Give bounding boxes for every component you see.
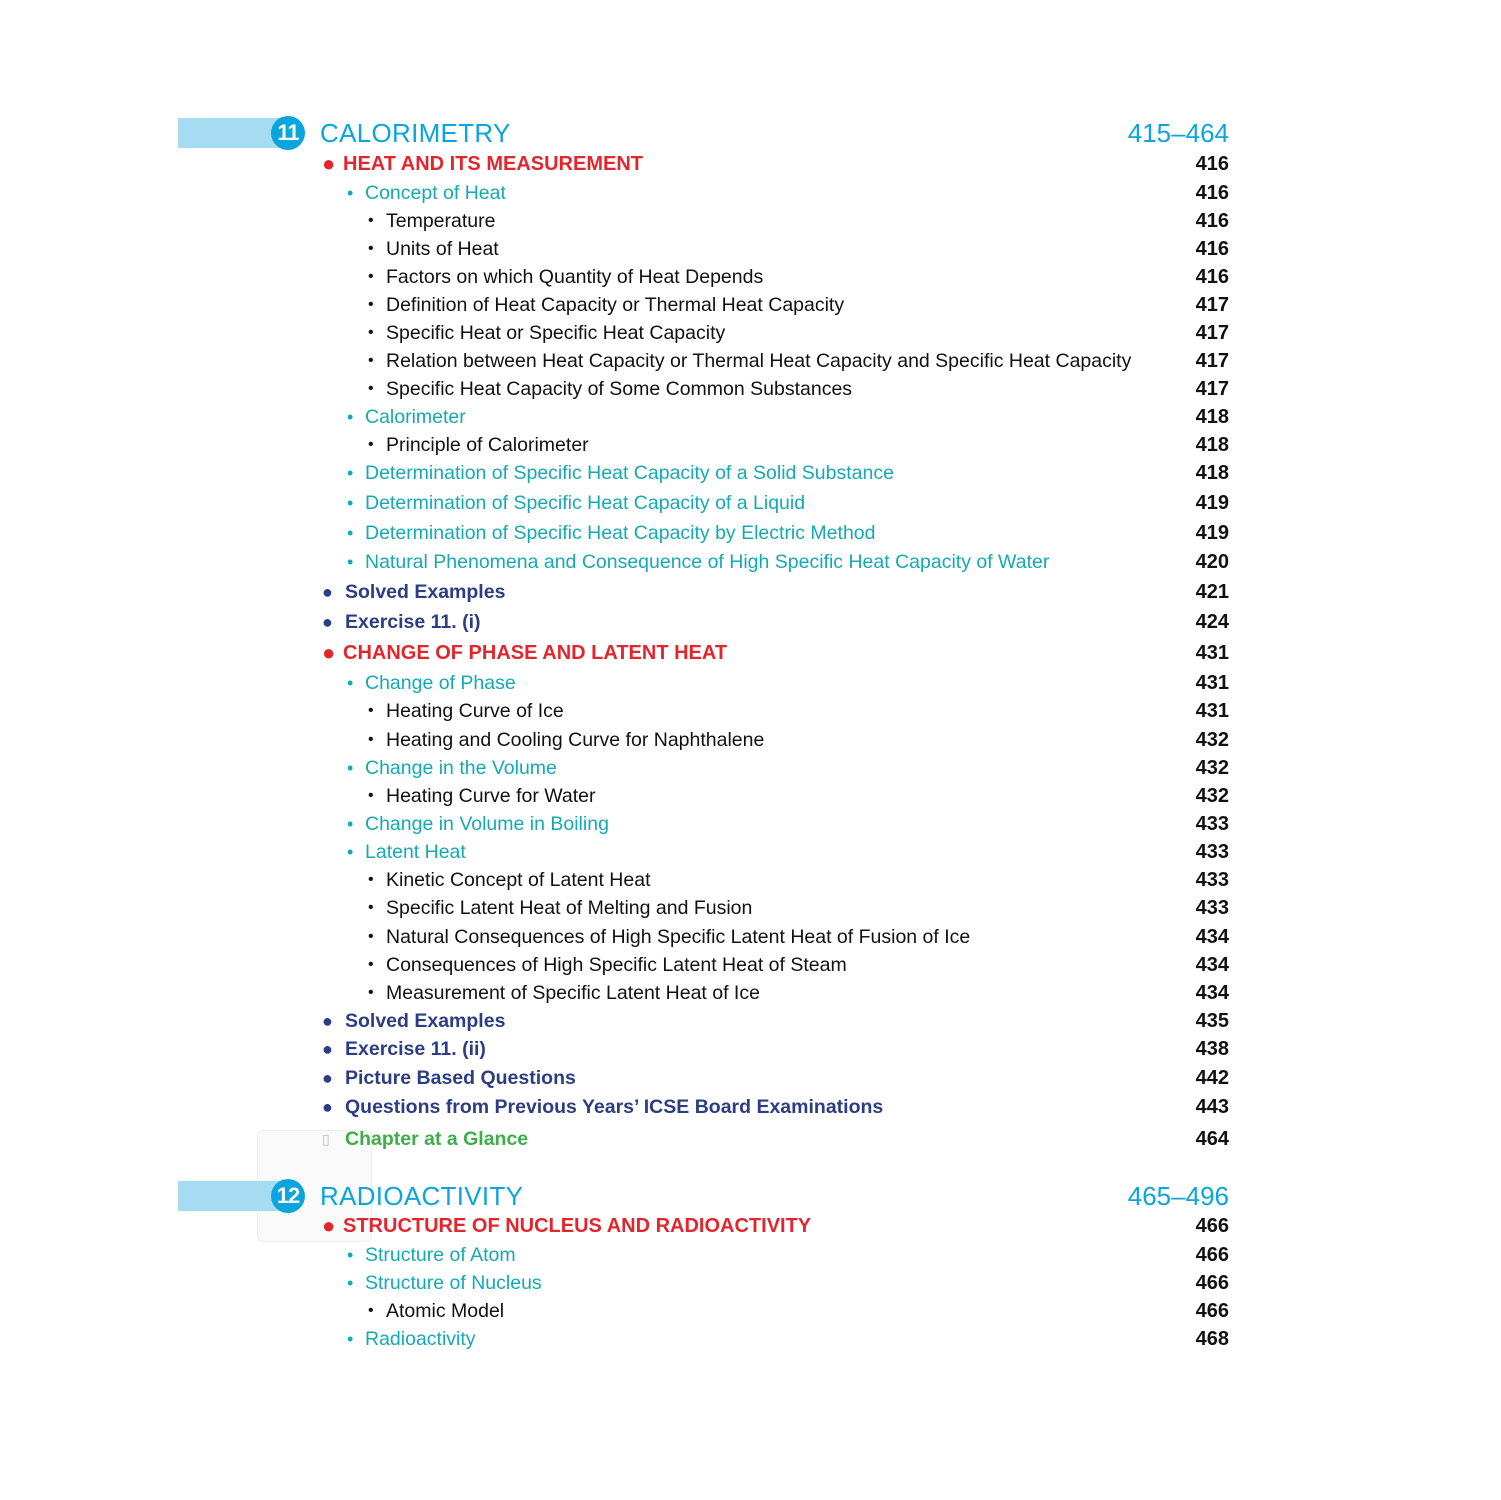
- toc-entry-title: Change in Volume in Boiling: [365, 813, 609, 835]
- bullet-icon: ●: [322, 1213, 336, 1238]
- toc-entry[interactable]: [0, 460, 1501, 486]
- toc-entry-title: Latent Heat: [365, 841, 466, 863]
- toc-entry[interactable]: [0, 811, 1501, 837]
- bullet-icon: •: [347, 1329, 354, 1349]
- toc-entry[interactable]: [0, 839, 1501, 865]
- toc-entry[interactable]: [0, 952, 1501, 978]
- toc-entry-page: 468: [1195, 1328, 1229, 1350]
- toc-entry-title: Determination of Specific Heat Capacity of a Liquid: [365, 492, 806, 514]
- toc-entry-page: 433: [1195, 813, 1229, 835]
- bullet-icon: •: [368, 352, 374, 369]
- toc-entry-page: 419: [1195, 492, 1229, 514]
- toc-entry-title: Change of Phase: [365, 672, 516, 694]
- toc-entry-page: 431: [1195, 700, 1229, 722]
- toc-entry-title: Exercise 11. (ii): [345, 1038, 486, 1060]
- bullet-icon: ●: [322, 1039, 333, 1059]
- toc-entry-title: Questions from Previous Years’ ICSE Board Examinations: [345, 1096, 884, 1118]
- chapter-title[interactable]: CALORIMETRY: [320, 118, 511, 148]
- toc-entry-page: 417: [1195, 294, 1229, 316]
- toc-entry-title: Specific Heat Capacity of Some Common Substances: [386, 378, 853, 400]
- toc-entry-page: 432: [1195, 729, 1229, 751]
- bullet-icon: •: [347, 758, 354, 778]
- toc-entry-page: 433: [1195, 869, 1229, 891]
- chapter-page-range: 465–496: [1127, 1181, 1229, 1211]
- toc-entry-title: Heating Curve of Ice: [386, 700, 564, 722]
- bullet-icon: •: [368, 296, 374, 313]
- toc-entry[interactable]: [0, 924, 1501, 950]
- toc-entry[interactable]: [0, 1094, 1501, 1120]
- bullet-icon: •: [368, 212, 374, 229]
- toc-entry-title: Definition of Heat Capacity or Thermal Heat Capacity: [386, 294, 845, 316]
- chapter-title[interactable]: RADIOACTIVITY: [320, 1181, 524, 1211]
- toc-entry[interactable]: [0, 895, 1501, 921]
- toc-entry-page: 466: [1195, 1300, 1229, 1322]
- toc-entry-title: Solved Examples: [345, 1010, 506, 1032]
- bullet-icon: •: [347, 523, 354, 543]
- bullet-icon: ●: [322, 1011, 333, 1031]
- toc-entry[interactable]: [0, 640, 1501, 666]
- toc-entry-title: Specific Latent Heat of Melting and Fusion: [386, 897, 753, 919]
- toc-entry[interactable]: [0, 549, 1501, 575]
- toc-entry-page: 416: [1195, 153, 1229, 175]
- bullet-icon: •: [368, 380, 374, 397]
- toc-entry-title: Change in the Volume: [365, 757, 557, 779]
- toc-entry[interactable]: [0, 432, 1501, 458]
- toc-entry-title: STRUCTURE OF NUCLEUS AND RADIOACTIVITY: [343, 1215, 812, 1237]
- toc-entry-title: Structure of Nucleus: [365, 1272, 542, 1294]
- toc-entry-page: 421: [1195, 581, 1229, 603]
- bullet-icon: •: [347, 842, 354, 862]
- toc-entry-page: 466: [1195, 1215, 1229, 1237]
- bullet-icon: •: [347, 407, 354, 427]
- toc-entry-title: Concept of Heat: [365, 182, 506, 204]
- toc-entry-title: Kinetic Concept of Latent Heat: [386, 869, 651, 891]
- toc-entry-title: Picture Based Questions: [345, 1067, 576, 1089]
- toc-entry-page: 417: [1195, 322, 1229, 344]
- toc-entry-page: 418: [1195, 462, 1229, 484]
- toc-entry-page: 418: [1195, 434, 1229, 456]
- toc-entry-title: Relation between Heat Capacity or Thermal Heat Capacity and Specific Heat Capacity: [386, 350, 1132, 372]
- toc-entry-title: Atomic Model: [386, 1300, 505, 1322]
- toc-entry[interactable]: [0, 1326, 1501, 1352]
- toc-entry-title: Temperature: [386, 210, 496, 232]
- toc-entry-page: 420: [1195, 551, 1229, 573]
- bullet-icon: ●: [322, 612, 333, 632]
- bullet-icon: ▯: [322, 1131, 330, 1147]
- toc-entry[interactable]: [0, 404, 1501, 430]
- toc-entry-page: 432: [1195, 757, 1229, 779]
- toc-entry-page: 432: [1195, 785, 1229, 807]
- toc-entry[interactable]: [0, 1242, 1501, 1268]
- toc-entry-title: Principle of Calorimeter: [386, 434, 589, 456]
- toc-entry-page: 464: [1195, 1128, 1229, 1150]
- toc-entry-page: 416: [1195, 182, 1229, 204]
- toc-entry-page: 417: [1195, 350, 1229, 372]
- toc-entry[interactable]: [0, 698, 1501, 724]
- toc-entry-title: HEAT AND ITS MEASUREMENT: [343, 153, 643, 175]
- toc-entry-title: Natural Consequences of High Specific Latent Heat of Fusion of Ice: [386, 926, 971, 948]
- toc-entry-title: Solved Examples: [345, 581, 506, 603]
- toc-entry-page: 434: [1195, 982, 1229, 1004]
- bullet-icon: •: [368, 787, 374, 804]
- toc-entry[interactable]: [0, 320, 1501, 346]
- bullet-icon: •: [347, 493, 354, 513]
- toc-entry-title: Measurement of Specific Latent Heat of Ice: [386, 982, 760, 1004]
- bullet-icon: •: [368, 1302, 374, 1319]
- toc-entry[interactable]: [0, 1213, 1501, 1239]
- bullet-icon: •: [368, 928, 374, 945]
- toc-entry[interactable]: [0, 1036, 1501, 1062]
- bullet-icon: •: [368, 731, 374, 748]
- toc-entry-page: 424: [1195, 611, 1229, 633]
- toc-entry-title: Units of Heat: [386, 238, 499, 260]
- toc-entry[interactable]: [0, 609, 1501, 635]
- toc-entry-title: Heating and Cooling Curve for Naphthalene: [386, 729, 765, 751]
- chapter-page-range: 415–464: [1127, 118, 1229, 148]
- toc-entry[interactable]: [0, 980, 1501, 1006]
- toc-entry[interactable]: [0, 180, 1501, 206]
- chapter-11-header: [0, 116, 1501, 150]
- toc-entry[interactable]: [0, 670, 1501, 696]
- toc-entry[interactable]: [0, 292, 1501, 318]
- toc-entry[interactable]: [0, 376, 1501, 402]
- bullet-icon: •: [347, 814, 354, 834]
- bullet-icon: •: [347, 552, 354, 572]
- toc-entry-page: 442: [1195, 1067, 1229, 1089]
- toc-entry-title: Heating Curve for Water: [386, 785, 596, 807]
- bullet-icon: •: [347, 183, 354, 203]
- toc-entry-page: 416: [1195, 266, 1229, 288]
- toc-entry-title: Calorimeter: [365, 406, 466, 428]
- chapter-number-badge: 12: [271, 1179, 305, 1213]
- toc-entry[interactable]: [0, 208, 1501, 234]
- toc-entry-page: 416: [1195, 238, 1229, 260]
- bullet-icon: •: [368, 956, 374, 973]
- bullet-icon: •: [368, 436, 374, 453]
- toc-entry-page: 433: [1195, 897, 1229, 919]
- bullet-icon: ●: [322, 1097, 333, 1117]
- toc-entry-page: 416: [1195, 210, 1229, 232]
- toc-entry[interactable]: [0, 348, 1501, 374]
- toc-entry[interactable]: [0, 151, 1501, 177]
- toc-entry-title: CHANGE OF PHASE AND LATENT HEAT: [343, 642, 728, 664]
- toc-entry[interactable]: [0, 1008, 1501, 1034]
- toc-entry-page: 443: [1195, 1096, 1229, 1118]
- bullet-icon: •: [368, 240, 374, 257]
- toc-entry-title: Structure of Atom: [365, 1244, 516, 1266]
- bullet-icon: •: [347, 1273, 354, 1293]
- toc-entry[interactable]: [0, 264, 1501, 290]
- toc-entry[interactable]: [0, 490, 1501, 516]
- bullet-icon: •: [347, 463, 354, 483]
- bullet-icon: ●: [322, 151, 336, 176]
- toc-entry[interactable]: [0, 579, 1501, 605]
- toc-entry-title: Determination of Specific Heat Capacity of a Solid Substance: [365, 462, 894, 484]
- chapter-number-badge: 11: [271, 116, 305, 150]
- bullet-icon: ●: [322, 582, 333, 602]
- toc-entry-title: Specific Heat or Specific Heat Capacity: [386, 322, 726, 344]
- toc-entry-title: Consequences of High Specific Latent Heat of Steam: [386, 954, 847, 976]
- toc-entry-title: Exercise 11. (i): [345, 611, 481, 633]
- toc-entry[interactable]: [0, 755, 1501, 781]
- toc-entry-page: 434: [1195, 926, 1229, 948]
- toc-entry[interactable]: [0, 783, 1501, 809]
- bullet-icon: •: [368, 871, 374, 888]
- toc-entry-title: Chapter at a Glance: [345, 1128, 529, 1150]
- toc-entry[interactable]: [0, 520, 1501, 546]
- toc-entry-page: 419: [1195, 522, 1229, 544]
- bullet-icon: ●: [322, 1068, 333, 1088]
- toc-entry-page: 466: [1195, 1244, 1229, 1266]
- bullet-icon: ●: [322, 640, 336, 665]
- toc-entry[interactable]: [0, 1126, 1501, 1152]
- toc-entry-page: 435: [1195, 1010, 1229, 1032]
- toc-entry-page: 466: [1195, 1272, 1229, 1294]
- toc-entry[interactable]: [0, 727, 1501, 753]
- toc-entry-title: Factors on which Quantity of Heat Depends: [386, 266, 764, 288]
- toc-entry-page: 431: [1195, 642, 1229, 664]
- toc-entry[interactable]: [0, 1298, 1501, 1324]
- chapter-12-header: [0, 1179, 1501, 1213]
- toc-entry-page: 417: [1195, 378, 1229, 400]
- toc-entry[interactable]: [0, 236, 1501, 262]
- bullet-icon: •: [368, 268, 374, 285]
- toc-entry-title: Determination of Specific Heat Capacity by Electric Method: [365, 522, 876, 544]
- toc-entry-page: 431: [1195, 672, 1229, 694]
- toc-entry-title: Natural Phenomena and Consequence of High Specific Heat Capacity of Water: [365, 551, 1050, 573]
- toc-entry-page: 438: [1195, 1038, 1229, 1060]
- toc-entry-page: 434: [1195, 954, 1229, 976]
- bullet-icon: •: [368, 324, 374, 341]
- toc-entry[interactable]: [0, 1270, 1501, 1296]
- toc-entry[interactable]: [0, 867, 1501, 893]
- bullet-icon: •: [347, 1245, 354, 1265]
- toc-entry-title: Radioactivity: [365, 1328, 476, 1350]
- bullet-icon: •: [368, 702, 374, 719]
- bullet-icon: •: [347, 673, 354, 693]
- toc-entry-page: 418: [1195, 406, 1229, 428]
- bullet-icon: •: [368, 899, 374, 916]
- bullet-icon: •: [368, 984, 374, 1001]
- toc-entry[interactable]: [0, 1065, 1501, 1091]
- toc-entry-page: 433: [1195, 841, 1229, 863]
